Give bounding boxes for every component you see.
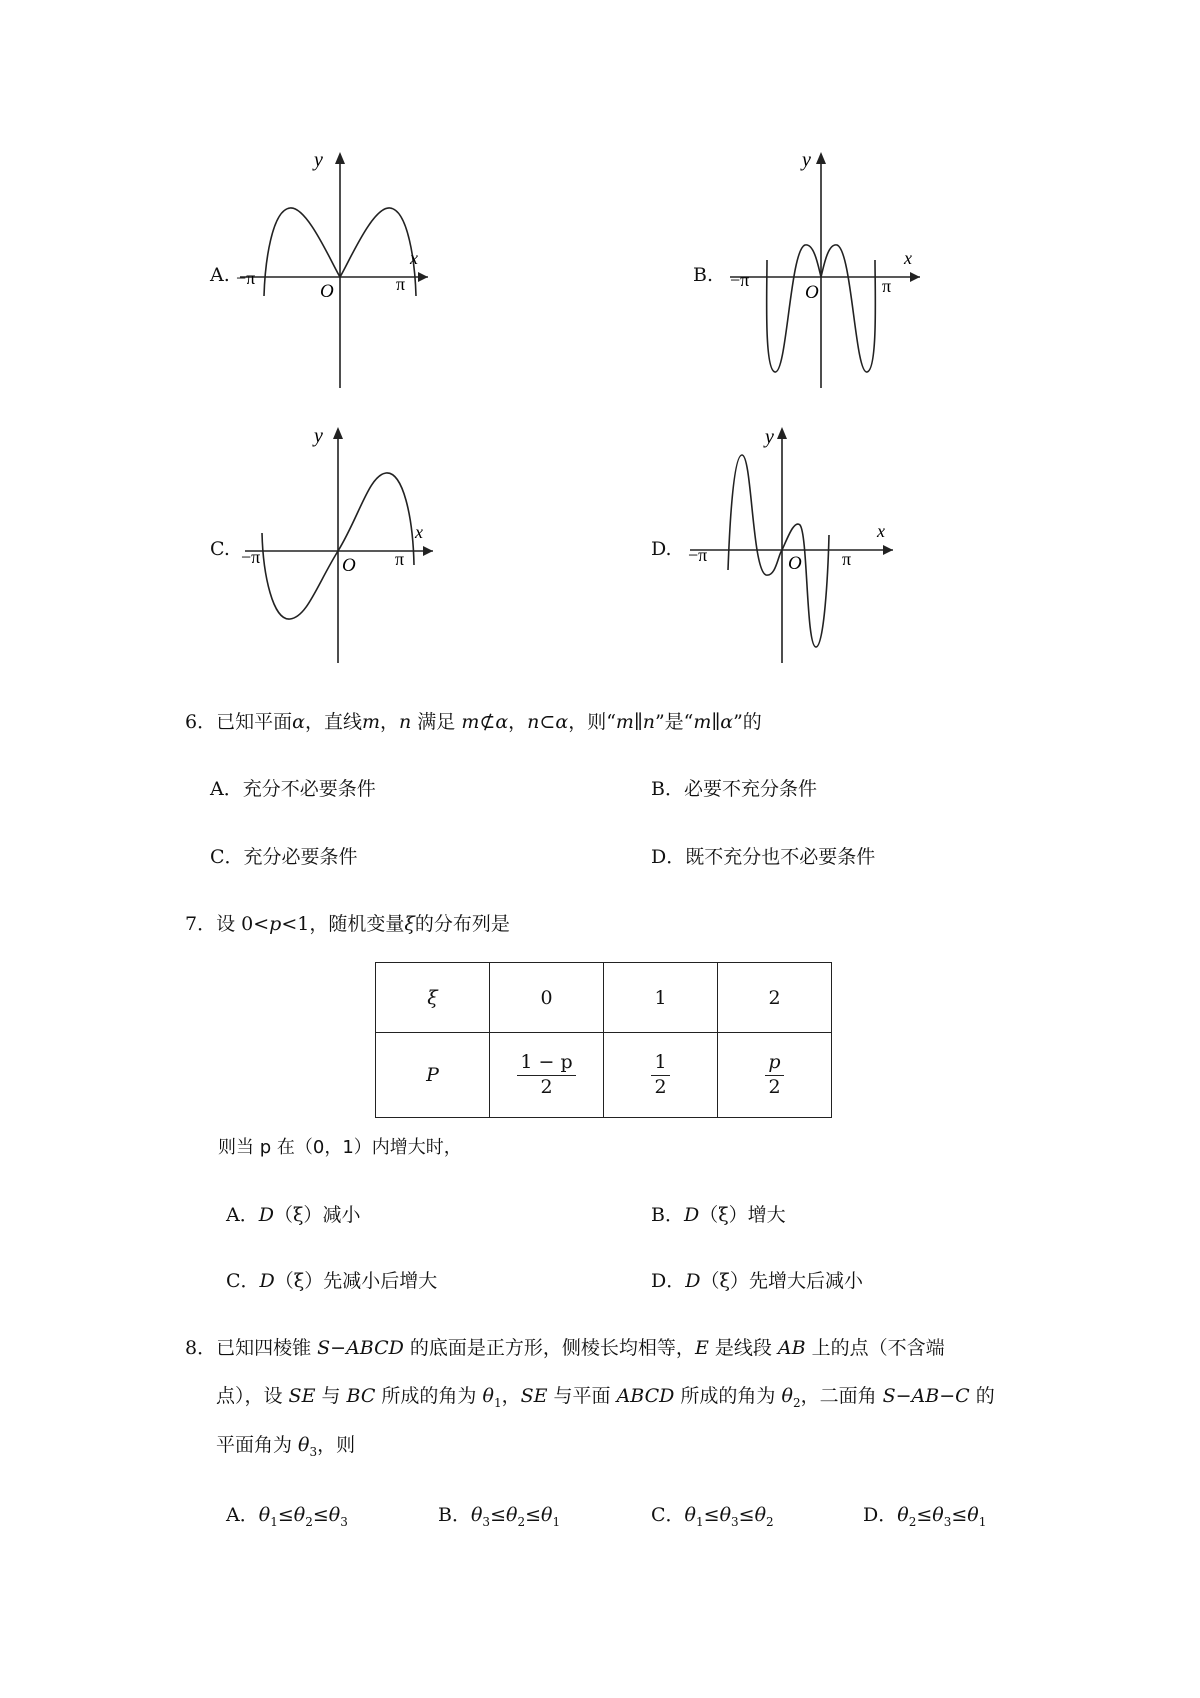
pi-label: π [396,274,406,294]
pi-label: π [842,549,852,569]
pi-label: π [882,276,892,296]
table-cell-xi: ξ [376,963,490,1033]
x-arrow [418,272,428,282]
x-arrow [910,272,920,282]
graph-a [236,149,440,390]
pi-label: π [395,549,405,569]
y-label: y [314,149,323,171]
q6-option-d[interactable]: D．既不充分也不必要条件 [651,846,876,868]
question-7-followup: 则当 p 在（0，1）内增大时， [218,1137,462,1158]
graph-b-letter: B. [693,264,714,286]
x-label: x [877,521,885,541]
neg-pi-label: −π [688,545,708,565]
q7-option-c[interactable]: C．D（ξ）先减小后增大 [226,1270,438,1292]
graph-c-letter: C. [210,538,230,560]
y-arrow [777,427,787,439]
table-cell-p: P [376,1033,490,1118]
curve-d [728,455,829,647]
q6-option-c[interactable]: C．充分必要条件 [210,846,358,868]
fraction: $\frac{1 - p}{2}$ [517,1051,575,1100]
graph-c [241,425,445,665]
origin-label: O [805,282,819,303]
table-cell-prob-2 [718,1033,832,1118]
graph-d [690,425,900,665]
y-label: y [765,426,774,448]
graph-d-letter: D. [651,538,672,560]
table-cell-prob-0 [490,1033,604,1118]
table-cell-2: 2 [718,963,832,1033]
q6-option-a[interactable]: A．充分不必要条件 [210,778,376,800]
question-number: 8． [185,1337,217,1359]
x-label: x [415,522,423,542]
q8-option-c[interactable]: C．$\theta_1\le\theta_3\le\theta_2$ [651,1504,774,1529]
question-8-line-3: 平面角为 $\theta_3$，则 [216,1434,356,1459]
graph-b [730,150,930,390]
question-number: 7． [185,913,217,935]
question-7-stem: 7．设 0<p<1，随机变量ξ的分布列是 [185,913,510,935]
table-cell-0: 0 [490,963,604,1033]
y-label: y [314,425,323,447]
neg-pi-label: −π [730,270,750,290]
q8-option-a[interactable]: A．$\theta_1\le\theta_2\le\theta_3$ [226,1504,348,1529]
origin-label: O [342,555,356,576]
question-8-line-2: 点），设 SE 与 BC 所成的角为 $\theta_1$，SE 与平面 ABCD 所成的角为 $\theta_2$，二面角 S−AB−C 的 [216,1385,995,1410]
y-label: y [802,149,811,171]
distribution-table [375,962,832,1118]
q8-option-d[interactable]: D．$\theta_2\le\theta_3\le\theta_1$ [863,1504,987,1529]
neg-pi-label: −π [236,268,256,288]
origin-label: O [320,281,334,302]
table-cell-1: 1 [604,963,718,1033]
question-number: 6． [185,711,217,733]
neg-pi-label: −π [241,547,261,567]
fraction: $\frac{p}{2}$ [765,1051,783,1100]
question-8-line-1: 8．已知四棱锥 S−ABCD 的底面是正方形，侧棱长均相等，E 是线段 AB 上的点（不含端 [185,1337,945,1359]
q6-option-b[interactable]: B．必要不充分条件 [651,778,817,800]
q7-option-a[interactable]: A．D（ξ）减小 [226,1204,361,1226]
x-arrow [883,545,893,555]
y-arrow [335,152,345,164]
x-arrow [423,546,433,556]
table-cell-prob-1 [604,1033,718,1118]
graph-a-letter: A. [210,264,230,286]
fraction: $\frac{1}{2}$ [651,1051,669,1100]
origin-label: O [788,553,802,574]
x-label: x [410,248,418,268]
question-6-stem: 6．已知平面α，直线m，n 满足 m⊄α，n⊂α，则“m∥n”是“m∥α”的 [185,711,762,733]
q7-option-d[interactable]: D．D（ξ）先增大后减小 [651,1270,863,1292]
q8-option-b[interactable]: B．$\theta_3\le\theta_2\le\theta_1$ [438,1504,561,1529]
x-label: x [904,248,912,268]
y-arrow [816,152,826,164]
q7-option-b[interactable]: B．D（ξ）增大 [651,1204,786,1226]
y-arrow [333,427,343,439]
